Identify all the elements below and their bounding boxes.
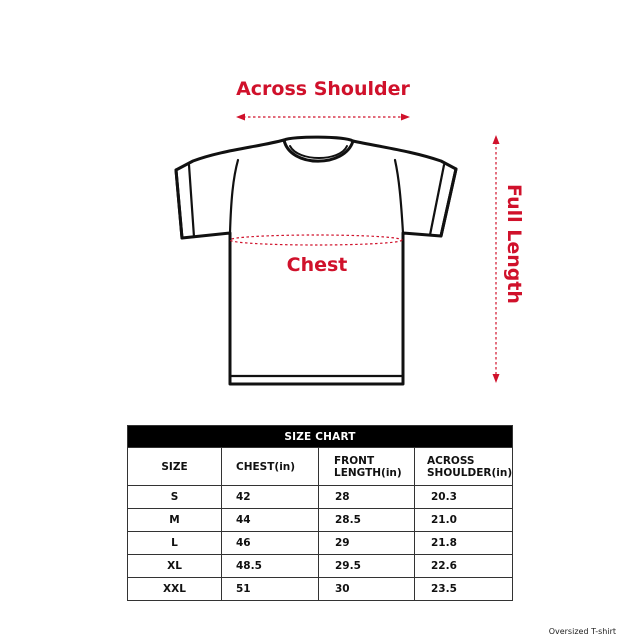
cell-chest: 42: [222, 486, 319, 509]
cell-chest: 44: [222, 509, 319, 532]
across-shoulder-arrow: [236, 114, 410, 121]
cell-across-shoulder: 20.3: [415, 486, 513, 509]
product-caption: Oversized T-shirt: [548, 627, 616, 636]
cell-front-length: 29.5: [319, 555, 415, 578]
size-chart-table: [127, 425, 513, 601]
chest-label: Chest: [286, 254, 348, 276]
chest-measure-ellipse: [230, 235, 402, 245]
table-row: [128, 509, 513, 532]
cell-chest: 51: [222, 578, 319, 601]
header-across-shoulder: ACROSS SHOULDER(in): [415, 448, 513, 486]
cell-front-length: 28.5: [319, 509, 415, 532]
table-row: [128, 486, 513, 509]
table-row: [128, 532, 513, 555]
cell-size: L: [128, 532, 222, 555]
header-chest: CHEST(in): [222, 448, 319, 486]
header-front-length: FRONT LENGTH(in): [319, 448, 415, 486]
size-chart-title: SIZE CHART: [128, 426, 513, 448]
cell-size: XL: [128, 555, 222, 578]
cell-across-shoulder: 21.8: [415, 532, 513, 555]
cell-chest: 48.5: [222, 555, 319, 578]
cell-chest: 46: [222, 532, 319, 555]
size-chart-title-row: [128, 426, 513, 448]
across-shoulder-label: Across Shoulder: [236, 78, 410, 100]
table-row: [128, 578, 513, 601]
cell-front-length: 28: [319, 486, 415, 509]
cell-size: M: [128, 509, 222, 532]
cell-size: XXL: [128, 578, 222, 601]
table-header-row: [128, 448, 513, 486]
cell-size: S: [128, 486, 222, 509]
table-row: [128, 555, 513, 578]
cell-across-shoulder: 22.6: [415, 555, 513, 578]
cell-front-length: 30: [319, 578, 415, 601]
cell-across-shoulder: 21.0: [415, 509, 513, 532]
cell-front-length: 29: [319, 532, 415, 555]
header-size: SIZE: [128, 448, 222, 486]
cell-across-shoulder: 23.5: [415, 578, 513, 601]
full-length-label: Full Length: [503, 184, 525, 304]
